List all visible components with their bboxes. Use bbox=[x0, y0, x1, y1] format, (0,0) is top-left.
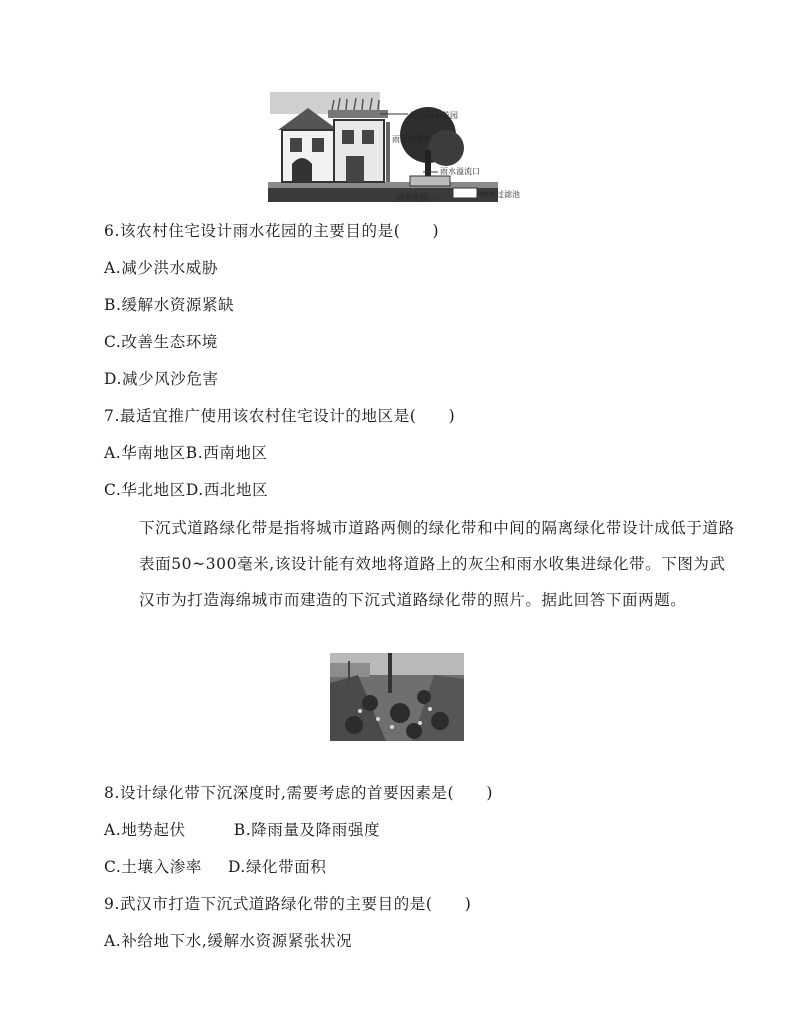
label-overflow: 雨水溢流口 bbox=[440, 167, 480, 176]
rain-garden-house-diagram bbox=[268, 90, 528, 202]
question-8-stem: 8.设计绿化带下沉深度时,需要考虑的首要因素是( ) bbox=[104, 784, 494, 802]
label-collect-belt: 雨水收集带 bbox=[392, 135, 432, 144]
label-roof-garden: 屋顶雨水花园 bbox=[410, 111, 458, 120]
sunken-green-belt-photo bbox=[330, 653, 464, 741]
q8-options-cd bbox=[104, 857, 326, 877]
question-9-stem: 9.武汉市打造下沉式道路绿化带的主要目的是( ) bbox=[104, 895, 472, 913]
q8-option-a[interactable]: A.地势起伏 bbox=[104, 821, 186, 839]
q6-option-b[interactable]: B.缓解水资源紧缺 bbox=[104, 296, 235, 314]
q8-option-b[interactable]: B.降雨量及降雨强度 bbox=[233, 821, 381, 839]
q7-options-cd[interactable]: C.华北地区D.西北地区 bbox=[104, 481, 269, 499]
q6-option-d[interactable]: D.减少风沙危害 bbox=[104, 370, 219, 388]
q6-option-c[interactable]: C.改善生态环境 bbox=[104, 333, 219, 351]
q6-option-a[interactable]: A.减少洪水威胁 bbox=[104, 259, 218, 277]
q7-options-ab[interactable]: A.华南地区B.西南地区 bbox=[104, 444, 268, 462]
question-6-stem: 6.该农村住宅设计雨水花园的主要目的是( ) bbox=[104, 222, 440, 240]
q9-option-a[interactable]: A.补给地下水,缓解水资源紧张状况 bbox=[104, 932, 353, 950]
q8-option-c[interactable]: C.土壤入渗率 bbox=[104, 858, 202, 876]
label-filter-pool: 雨水过滤池 bbox=[480, 190, 520, 199]
passage-paragraph: 下沉式道路绿化带是指将城市道路两侧的绿化带和中间的隔离绿化带设计成低于道路表面50~300毫米,该设计能有效地将道路上的灰尘和雨水收集进绿化带。下图为武汉市为打造海绵城市而建造的下沉式道路绿化带的照片。据此回答下面两题。 bbox=[139, 519, 735, 609]
question-7-stem: 7.最适宜推广使用该农村住宅设计的地区是( ) bbox=[104, 407, 456, 425]
q8-option-d[interactable]: D.绿化带面积 bbox=[227, 858, 327, 876]
q8-options-ab bbox=[104, 820, 380, 840]
label-rain-garden: 雨水花园 bbox=[396, 193, 428, 202]
